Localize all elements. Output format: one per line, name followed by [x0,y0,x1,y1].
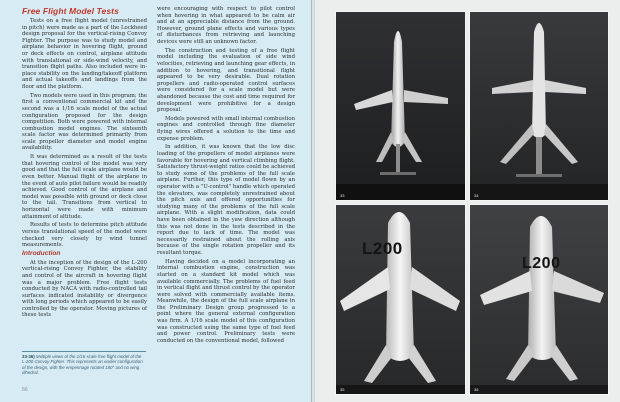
paragraph: Models powered with small internal combustion engines and controlled through fine diameter flying wires offered a solution to the time and expense problem. [157,115,295,142]
caption-body: Multiple views of the 1/16 scale free flight model of the L-200 Convoy Fighter. This represents an earlier configuration of the design, with the empennage rotated 180° and no wing dihedral. [22,354,143,375]
photo-number: 33 [340,193,345,198]
paragraph: The construction and testing of a free flight model including the evaluation of side wind velocities, retrieving and launching gear effects, in addition to hovering, and transitional flight appeared to be very desirable. Dual rotation propellers and radio-operated control surfaces were considered for a scale model but were abandoned because the cost and time required for development were prohibitive for a design proposal. [157,47,295,114]
paragraph: Having decided on a model incorporating an internal combustion engine, construction was started on a standard kit model which was available commercially. The problems of fuel feed in vertical flight and thrust control by the operator were solved with commercially available items. Meanwhile, the design of the full scale airplane in the Preliminary Design group progressed to a point where the general external configuration was firm. A 1/16 scale model of this configuration was constructed using the same type of fuel feed and power control. Preliminary tests were conducted on the conventional model, followed [157,258,295,344]
paragraph: Results of tests to determine pitch attitude versus translational speed of the model were checked very closely by wind tunnel measurements. [22,222,147,249]
photo-model-l200-right [469,204,609,395]
introduction-heading: Introduction [22,249,61,257]
text-column-1 [22,18,147,319]
paragraph: Two models were used in this program; the first a conventional commercial kit and the second was a 1/16 scale model of the actual configuration proposed for the design competition. Both were powered with internal combustion model engines. The sixteenth scale factor was determined primarily from scale propeller diameter and model engine availability. [22,92,147,152]
section-title: Free Flight Model Tests [22,6,119,16]
caption-text [22,354,146,375]
right-page [315,0,620,402]
paragraph: In addition, it was known that the low disc loading of the propellers of model airplanes were favorable for hovering and vertical climbing flight. Satisfactory thrust-weight ratios could be achieved to study some of the problems of the full scale airplane. Further, this type of model flown by an operator with a "U-control" handle which operated the elevators, was completely unrestrained about the pitch axis and offered opportunities for studying many of the problems of the full scale airplane. With a slight modification, data could have been obtained in the yaw direction although this was not done in the tests described in the report due to lack of time. The model was necessarily restrained about the rolling axis because of the single rotation propeller and its resultant torque. [157,144,295,256]
paragraph: were encouraging with respect to pilot control when hovering in what appeared to be calm air and at an appreciable distance from the ground. However, ground plane effects and various types of disturbances from retrieving and launching devices were still an unknown factor. [157,6,295,45]
paragraph: At the inception of the design of the L-200 vertical-rising Convoy Fighter, the stability and control of the aircraft in hovering flight was a major problem. Free flight tests conducted by NACA with radio-controlled tail surfaces indicated instability or divergence with long periods which appeared to be easily controlled by the operator. Moving pictures of these tests [22,259,147,319]
photo-model-l200-left [335,204,466,395]
photo-model-front-view [469,11,609,201]
photo-number: 36 [474,387,479,392]
paragraph: It was determined as a result of the tests that hovering control of the model was very good and that the full scale airplane would be even better. Manual flight of the airplane in the event of auto pilot failure would be readily achieved. Good control of the airplane and model was possible with ground or deck close to the tail. Transitions from vertical to horizontal were made with minimum attainment of altitude. [22,154,148,220]
paragraph: Tests on a free flight model (unrestrained in pitch) were made as a part of the Lockheed design proposal for the vertical-rising Convoy Fighter. The purpose was to study model and airplane behavior in hovering flight, ground or deck effects on control, airplane attitude with translational or side-wind velocity, and transition flight paths. Also included were in-place stability on the landing/takeoff platform and actual takeoffs and landings from the floor and the platform. [22,18,147,90]
aircraft-marking: L200 [522,255,561,272]
page-number: 66 [22,387,28,393]
text-column-2 [157,6,295,344]
photo-number: 34 [474,193,479,198]
photo-model-side-view [335,11,466,201]
photo-number: 35 [340,387,345,392]
caption-figure-numbers: 33-36) [22,354,35,359]
photo-caption [22,351,146,375]
aircraft-marking: L200 [362,239,403,258]
